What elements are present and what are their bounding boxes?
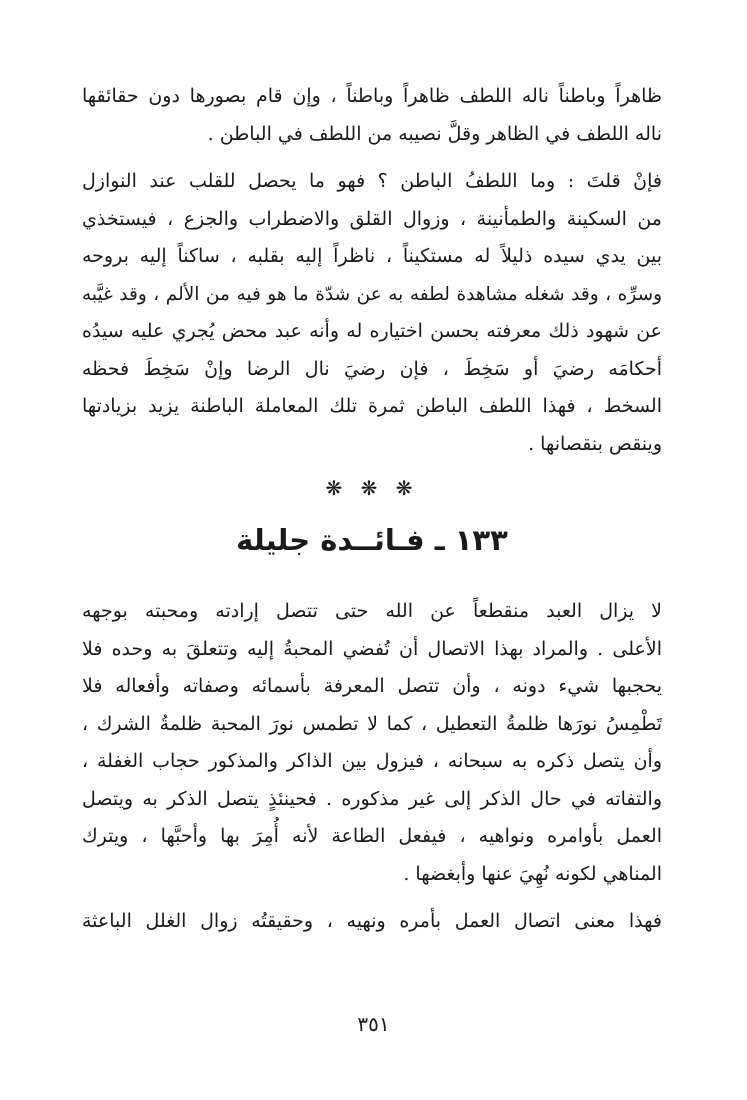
section-heading: ١٣٣ ـ فـائــدة جليلة — [236, 523, 508, 557]
text-line: وسرِّه ، وقد شغله مشاهدة لطفه به عن شدّة ما هو فيه من الألم ، وقد غيَّبه — [82, 283, 662, 305]
paragraph-4 — [82, 903, 662, 941]
section-separator: ❋ ❋ ❋ — [325, 476, 419, 500]
page-number: ٣٥١ — [357, 1012, 390, 1036]
text-line: وأن يتصل ذكره به سبحانه ، فيزول بين الذاكر والمذكور حجاب الغفلة ، — [82, 750, 662, 772]
text-line: فهذا معنى اتصال العمل بأمره ونهيه ، وحقيقتُه زوال الغلل الباعثة — [82, 910, 662, 932]
text-line: من السكينة والطمأنينة ، وزوال القلق والاضطراب والجزع ، فيستخذي — [82, 207, 662, 230]
text-line: الأعلى . والمراد بهذا الاتصال أن تُفضي المحبةُ إليه وتتعلقَ به وحده فلا — [82, 637, 662, 660]
text-line: يحجبها شيء دونه ، وأن تتصل المعرفة بأسمائه وصفاته وأفعاله فلا — [82, 675, 662, 697]
paragraph-2 — [82, 163, 662, 463]
text-line: والتفاته في حال الذكر إلى غير مذكوره . فحينئذٍ يتصل الذكر به ويتصل — [82, 787, 662, 810]
text-line: العمل بأوامره ونواهيه ، فيفعل الطاعة لأنه أُمِرَ بها وأحبَّها ، ويترك — [82, 825, 662, 847]
text-line: ناله اللطف في الظاهر وقلَّ نصيبه من اللطف في الباطن . — [207, 122, 662, 145]
text-line: بين يدي سيده ذليلاً له مستكيناً ، ناظراً إليه بقلبه ، ساكناً إليه بروحه — [82, 245, 662, 267]
text-line: أحكامَه رضيَ أو سَخِطَ ، فإن رضيَ نال الرضا وإنْ سَخِطَ فحظه — [82, 357, 662, 380]
paragraph-3 — [82, 593, 662, 893]
paragraph-1 — [82, 78, 662, 153]
text-line: تَطْمِسُ نورَها ظلمةُ التعطيل ، كما لا تطمس نورَ المحبة ظلمةُ الشرك ، — [82, 712, 662, 735]
text-line: المناهي لكونه نُهِيَ عنها وأبغضها . — [403, 862, 662, 885]
text-line: عن شهود ذلك معرفته بحسن اختياره له وأنه عبد محض يُجري عليه سيدُه — [82, 320, 662, 342]
text-line: لا يزال العبد منقطعاً عن الله حتى تتصل إرادته ومحبته بوجهه — [82, 600, 662, 622]
text-line: فإنْ قلتَ : وما اللطفُ الباطن ؟ فهو ما يحصل للقلب عند النوازل — [82, 170, 662, 192]
page-body — [82, 78, 662, 951]
text-line: ظاهراً وباطناً ناله اللطف ظاهراً وباطناً ، وإن قام بصورها دون حقائقها — [82, 85, 662, 107]
text-line: السخط ، فهذا اللطف الباطن ثمرة تلك المعاملة الباطنة يزيد بزيادتها — [82, 395, 662, 417]
text-line: وينقص بنقصانها . — [528, 432, 662, 455]
